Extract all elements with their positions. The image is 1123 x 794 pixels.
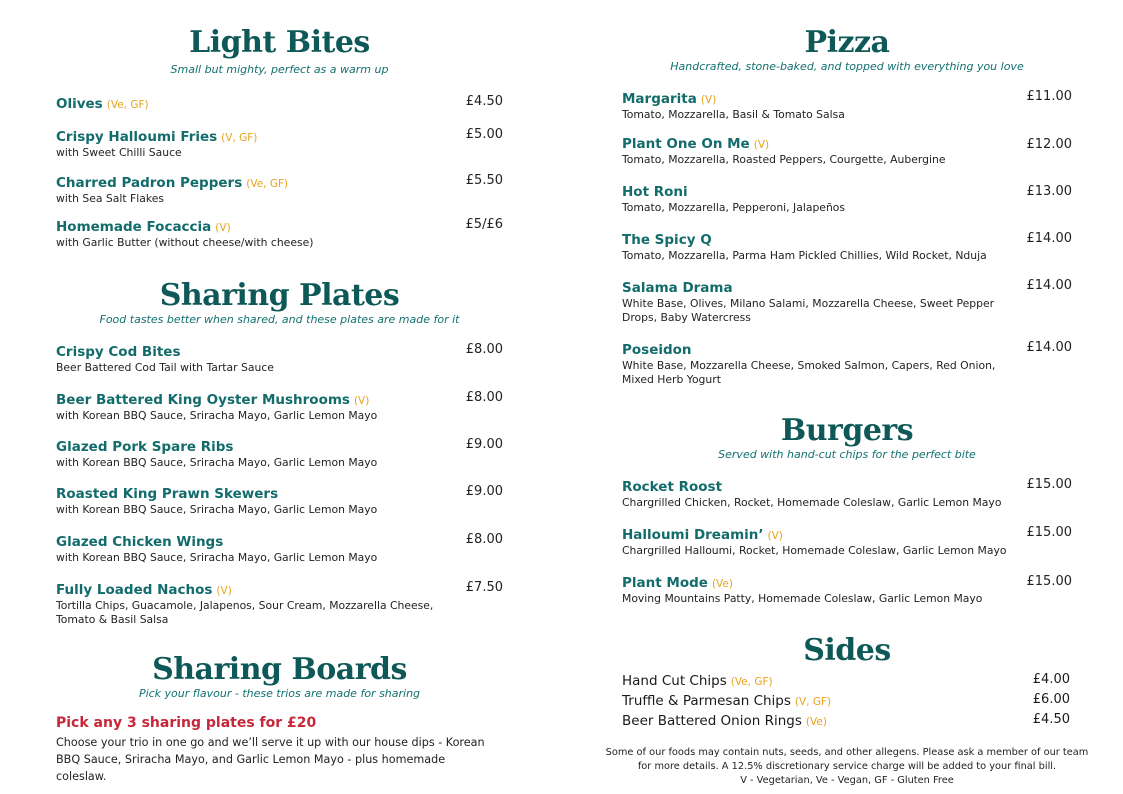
menu-item <box>622 229 1072 263</box>
item-description: White Base, Olives, Milano Salami, Mozzarella Cheese, Sweet Pepper Drops, Baby Watercress <box>622 297 995 324</box>
menu-item <box>56 483 503 517</box>
sharing-plates-title: Sharing Plates <box>159 278 400 313</box>
item-description: with Korean BBQ Sauce, Sriracha Mayo, Garlic Lemon Mayo <box>56 456 378 469</box>
menu-item <box>622 339 1072 387</box>
sharing-boards-offer <box>56 714 503 785</box>
sides-section <box>622 634 1072 668</box>
diet-tag: (V, GF) <box>794 696 832 708</box>
diet-tag: (V) <box>700 94 717 106</box>
diet-tag: (V) <box>215 222 231 234</box>
diet-tag: (V, GF) <box>221 132 258 144</box>
item-name: Halloumi Dreamin’ <box>622 527 764 543</box>
item-description: with Korean BBQ Sauce, Sriracha Mayo, Garlic Lemon Mayo <box>56 551 378 564</box>
item-name: The Spicy Q <box>622 232 712 248</box>
side-item <box>622 670 1072 690</box>
item-price: £14.00 <box>1026 231 1072 246</box>
item-price: £5.50 <box>465 173 503 188</box>
burgers-title: Burgers <box>780 413 914 448</box>
menu-item <box>56 436 503 470</box>
item-description: White Base, Mozzarella Cheese, Smoked Salmon, Capers, Red Onion, Mixed Herb Yogurt <box>622 359 996 386</box>
item-name: Homemade Focaccia <box>56 219 212 235</box>
light-bites-title: Light Bites <box>189 25 370 60</box>
menu-item <box>56 216 503 250</box>
item-description: Tortilla Chips, Guacamole, Jalapenos, Sour Cream, Mozzarella Cheese, Tomato & Basil Salsa <box>56 599 434 626</box>
menu-item <box>622 88 1072 122</box>
sharing-plates-section <box>56 279 503 327</box>
offer-highlight: Pick any 3 sharing plates for £20 <box>56 715 317 731</box>
item-name: Hot Roni <box>622 184 688 200</box>
item-name: Glazed Pork Spare Ribs <box>56 439 234 455</box>
item-price: £5/£6 <box>465 217 503 232</box>
item-description: with Sea Salt Flakes <box>56 192 164 205</box>
item-description: with Garlic Butter (without cheese/with cheese) <box>56 236 314 249</box>
item-price: £15.00 <box>1026 477 1072 492</box>
diet-tag: (Ve, GF) <box>106 99 149 111</box>
pizza-subtitle: Handcrafted, stone-baked, and topped with everything you love <box>670 60 1024 73</box>
item-price: £9.00 <box>465 437 503 452</box>
allergen-notice: Some of our foods may contain nuts, seeds, and other allegens. Please ask a member of our team for more details. A 12.5% discretionary service charge will be added to your final bill. <box>605 747 1089 772</box>
pizza-title: Pizza <box>804 25 890 60</box>
menu-item <box>622 133 1072 167</box>
item-name: Rocket Roost <box>622 479 723 495</box>
item-name: Beer Battered King Oyster Mushrooms <box>56 392 350 408</box>
item-price: £8.00 <box>465 390 503 405</box>
item-name: Glazed Chicken Wings <box>56 534 224 550</box>
item-name: Poseidon <box>622 342 692 358</box>
item-name: Crispy Cod Bites <box>56 344 181 360</box>
diet-key: V - Vegetarian, Ve - Vegan, GF - Gluten Free <box>740 775 954 786</box>
item-description: with Korean BBQ Sauce, Sriracha Mayo, Garlic Lemon Mayo <box>56 503 378 516</box>
item-price: £15.00 <box>1026 574 1072 589</box>
menu-item <box>622 524 1072 558</box>
item-name: Crispy Halloumi Fries <box>56 129 218 145</box>
item-price: £9.00 <box>465 484 503 499</box>
side-price: £4.50 <box>1032 712 1070 727</box>
diet-tag: (Ve, GF) <box>246 178 289 190</box>
menu-item <box>56 93 503 113</box>
menu-item <box>56 579 503 627</box>
item-price: £5.00 <box>465 127 503 142</box>
diet-tag: (V) <box>767 530 783 542</box>
item-price: £13.00 <box>1026 184 1072 199</box>
pizza-section <box>622 26 1072 74</box>
item-description: Tomato, Mozzarella, Parma Ham Pickled Chillies, Wild Rocket, Nduja <box>622 249 987 262</box>
menu-item <box>622 572 1072 606</box>
menu-item <box>56 531 503 565</box>
item-description: Chargrilled Chicken, Rocket, Homemade Coleslaw, Garlic Lemon Mayo <box>622 496 1002 509</box>
sharing-plates-subtitle: Food tastes better when shared, and these plates are made for it <box>99 313 460 326</box>
menu-item <box>622 277 1072 325</box>
menu-item <box>622 181 1072 215</box>
item-description: Moving Mountains Patty, Homemade Coleslaw, Garlic Lemon Mayo <box>622 592 983 605</box>
diet-tag: (Ve, GF) <box>730 676 773 688</box>
diet-tag: (V) <box>353 395 370 407</box>
item-description: Beer Battered Cod Tail with Tartar Sauce <box>56 361 274 374</box>
menu-item <box>56 126 503 160</box>
offer-description: Choose your trio in one go and we’ll serve it up with our house dips - Korean BBQ Sauce, Sriracha Mayo, and Garlic Lemon Mayo - plus homemade coleslaw. <box>56 736 485 783</box>
item-name: Fully Loaded Nachos <box>56 582 213 598</box>
item-price: £8.00 <box>465 342 503 357</box>
item-price: £11.00 <box>1026 89 1072 104</box>
diet-tag: (Ve) <box>805 716 827 728</box>
item-description: Tomato, Mozzarella, Pepperoni, Jalapeños <box>622 201 846 214</box>
item-price: £4.50 <box>465 94 503 109</box>
side-item <box>622 690 1072 710</box>
side-name: Hand Cut Chips <box>622 673 727 689</box>
diet-tag: (Ve) <box>711 578 733 590</box>
menu-item <box>56 172 503 206</box>
sides-title: Sides <box>803 633 891 668</box>
item-price: £14.00 <box>1026 278 1072 293</box>
side-price: £4.00 <box>1032 672 1070 687</box>
item-name: Charred Padron Peppers <box>56 175 243 191</box>
item-price: £12.00 <box>1026 137 1072 152</box>
item-description: with Sweet Chilli Sauce <box>56 146 182 159</box>
item-name: Roasted King Prawn Skewers <box>56 486 279 502</box>
allergen-footer <box>600 746 1094 788</box>
diet-tag: (V) <box>216 585 232 597</box>
item-name: Olives <box>56 96 103 112</box>
item-name: Plant Mode <box>622 575 708 591</box>
item-name: Margarita <box>622 91 697 107</box>
light-bites-section <box>56 26 503 77</box>
menu-item <box>56 341 503 375</box>
sides-list <box>622 670 1072 730</box>
side-name: Truffle & Parmesan Chips <box>622 693 791 709</box>
menu-item <box>56 389 503 423</box>
diet-tag: (V) <box>753 139 770 151</box>
item-price: £14.00 <box>1026 340 1072 355</box>
item-description: Tomato, Mozzarella, Basil & Tomato Salsa <box>622 108 845 121</box>
side-item <box>622 710 1072 730</box>
item-price: £7.50 <box>465 580 503 595</box>
item-name: Plant One On Me <box>622 136 750 152</box>
menu-item <box>622 476 1072 510</box>
item-price: £8.00 <box>465 532 503 547</box>
item-description: with Korean BBQ Sauce, Sriracha Mayo, Garlic Lemon Mayo <box>56 409 378 422</box>
sharing-boards-title: Sharing Boards <box>152 652 407 687</box>
sharing-boards-section <box>56 653 503 701</box>
side-name: Beer Battered Onion Rings <box>622 713 802 729</box>
burgers-section <box>622 414 1072 462</box>
item-description: Tomato, Mozzarella, Roasted Peppers, Courgette, Aubergine <box>622 153 946 166</box>
item-name: Salama Drama <box>622 280 733 296</box>
burgers-subtitle: Served with hand-cut chips for the perfect bite <box>718 448 976 461</box>
sharing-boards-subtitle: Pick your flavour - these trios are made for sharing <box>138 687 421 700</box>
side-price: £6.00 <box>1032 692 1070 707</box>
item-price: £15.00 <box>1026 525 1072 540</box>
item-description: Chargrilled Halloumi, Rocket, Homemade Coleslaw, Garlic Lemon Mayo <box>622 544 1007 557</box>
light-bites-subtitle: Small but mighty, perfect as a warm up <box>170 63 389 76</box>
